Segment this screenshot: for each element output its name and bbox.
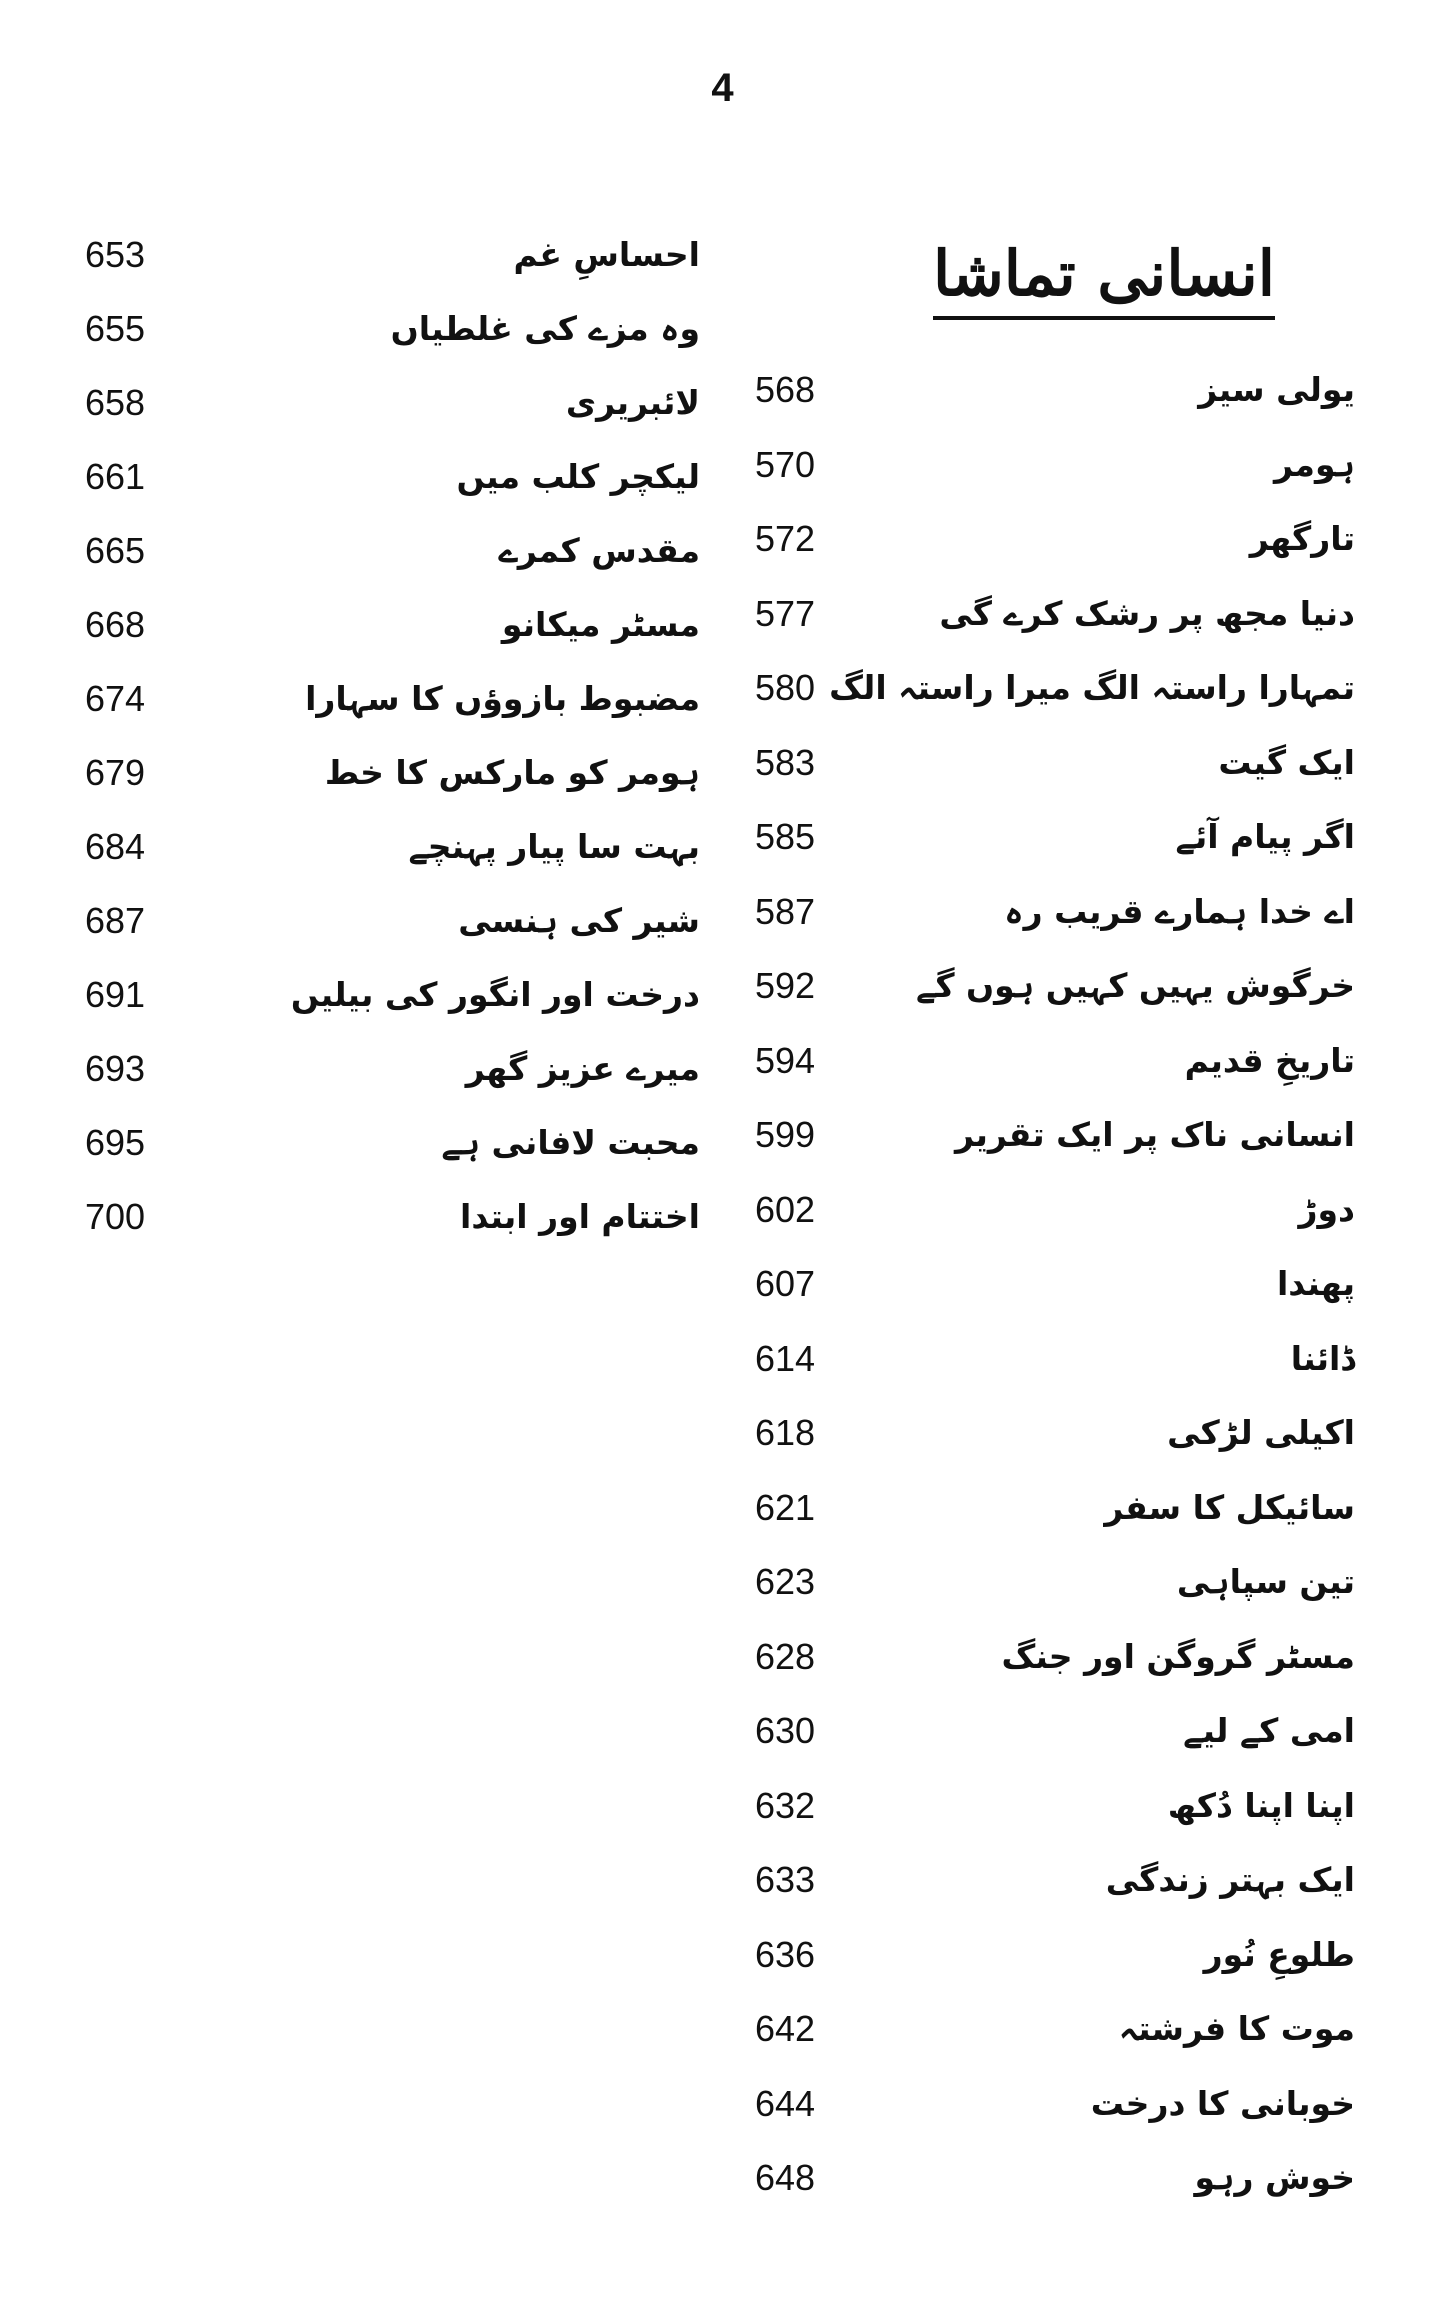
toc-entry-page-number: 655 <box>85 308 146 349</box>
toc-entry-page-number: 642 <box>755 2008 816 2049</box>
toc-entry-page-number: 693 <box>85 1048 146 1089</box>
toc-entry-page-number: 568 <box>755 369 816 410</box>
toc-entry <box>85 595 700 655</box>
toc-entry <box>755 1329 1355 1389</box>
toc-entry-page-number: 684 <box>85 826 146 867</box>
toc-entry <box>755 956 1355 1016</box>
toc-entry <box>755 1478 1355 1538</box>
section-title: انسانی تماشا <box>933 240 1275 320</box>
toc-entry-title: اگر پیام آئے <box>1175 817 1355 856</box>
toc-entry-page-number: 587 <box>755 890 816 932</box>
toc-entry-title: مسٹر میکانو <box>501 605 700 644</box>
toc-entry-page-number: 592 <box>755 965 816 1006</box>
toc-entry-page-number: 577 <box>755 592 816 634</box>
toc-entry-title: سائیکل کا سفر <box>1104 1487 1355 1527</box>
toc-entry <box>85 447 700 507</box>
toc-entry-title: خرگوش یہیں کہیں ہوں گے <box>916 966 1355 1005</box>
toc-entry-page-number: 572 <box>755 518 816 559</box>
toc-entry-title: مضبوط بازوؤں کا سہارا <box>305 679 700 718</box>
toc-entry <box>755 1180 1355 1240</box>
toc-entry-page-number: 679 <box>85 752 146 793</box>
toc-entry <box>755 584 1355 644</box>
toc-entry-page-number: 668 <box>85 604 146 645</box>
page-number: 4 <box>711 66 734 110</box>
toc-entry-page-number: 630 <box>755 1710 816 1751</box>
toc-entry-title: محبت لافانی ہے <box>441 1123 700 1162</box>
toc-entry-page-number: 700 <box>85 1196 146 1237</box>
toc-entry-title: ایک بہتر زندگی <box>1105 1860 1355 1899</box>
toc-entry-title: امی کے لیے <box>1183 1711 1355 1750</box>
toc-entry <box>755 882 1355 942</box>
toc-entry <box>755 807 1355 867</box>
toc-entry-title: شیر کی ہنسی <box>458 901 700 940</box>
toc-entry <box>85 373 700 433</box>
toc-entry-page-number: 583 <box>755 741 816 783</box>
toc-entry-page-number: 602 <box>755 1188 816 1230</box>
toc-entry-page-number: 653 <box>85 234 146 275</box>
toc-entry <box>755 360 1355 420</box>
toc-entry-title: لیکچر کلب میں <box>456 457 700 496</box>
toc-entry-page-number: 614 <box>755 1337 816 1379</box>
toc-entry-page-number: 661 <box>85 456 146 497</box>
toc-entry-page-number: 570 <box>755 443 816 485</box>
toc-entry-page-number: 607 <box>755 1263 816 1304</box>
toc-entry-title: دوڑ <box>1298 1189 1355 1229</box>
toc-entry-title: ہومر <box>1274 444 1355 484</box>
toc-entry <box>755 1105 1355 1165</box>
toc-entry-title: مقدس کمرے <box>498 531 700 570</box>
toc-entry-page-number: 687 <box>85 900 146 941</box>
toc-entry <box>755 1403 1355 1463</box>
toc-entry-page-number: 665 <box>85 530 146 571</box>
toc-entry-title: پھندا <box>1276 1264 1355 1303</box>
toc-entry-page-number: 585 <box>755 816 816 857</box>
toc-entry-title: تاریخِ قدیم <box>1184 1040 1355 1080</box>
toc-entry-title: مسٹر گروگن اور جنگ <box>1001 1636 1355 1676</box>
toc-entry-page-number: 632 <box>755 1784 816 1826</box>
toc-entry <box>755 1627 1355 1687</box>
toc-entry <box>85 965 700 1025</box>
toc-entry <box>755 658 1355 718</box>
toc-entry <box>755 1999 1355 2059</box>
toc-entry-title: اختتام اور ابتدا <box>460 1197 700 1236</box>
toc-entry <box>85 1039 700 1099</box>
toc-entry-title: انسانی ناک پر ایک تقریر <box>955 1115 1355 1154</box>
toc-entry-title: اکیلی لڑکی <box>1167 1413 1355 1452</box>
toc-entry-title: وہ مزے کی غلطیاں <box>390 309 700 348</box>
toc-entry-page-number: 658 <box>85 382 146 423</box>
toc-entry-page-number: 695 <box>85 1122 146 1163</box>
toc-entry-title: یولی سیز <box>1198 370 1355 409</box>
toc-entry <box>85 299 700 359</box>
toc-entry <box>755 1776 1355 1836</box>
toc-entry <box>755 2074 1355 2134</box>
toc-entry <box>85 521 700 581</box>
toc-entry-title: احساسِ غم <box>513 235 700 274</box>
toc-entry-page-number: 599 <box>755 1114 816 1155</box>
toc-left-column <box>85 225 700 1255</box>
toc-entry-title: اپنا اپنا دُکھ <box>1167 1785 1355 1825</box>
toc-entry <box>85 225 700 285</box>
toc-entry-title: خوبانی کا درخت <box>1090 2083 1355 2123</box>
toc-entry-title: اے خدا ہمارے قریب رہ <box>1004 891 1355 931</box>
toc-entry-title: تارگھر <box>1249 519 1355 558</box>
toc-entry-title: طلوعِ نُور <box>1203 1934 1355 1974</box>
toc-entry <box>85 743 700 803</box>
toc-entry-page-number: 648 <box>755 2157 816 2198</box>
toc-entry-page-number: 618 <box>755 1412 816 1453</box>
toc-entry <box>755 733 1355 793</box>
toc-entry <box>755 1552 1355 1612</box>
toc-entry <box>85 1113 700 1173</box>
toc-entry-title: لائبریری <box>565 383 700 422</box>
toc-entry-title: درخت اور انگور کی بیلیں <box>290 975 700 1014</box>
toc-entry-page-number: 621 <box>755 1486 816 1528</box>
toc-entry-title: موت کا فرشتہ <box>1118 2009 1355 2048</box>
toc-entry <box>755 435 1355 495</box>
toc-entry-title: ہومر کو مارکس کا خط <box>324 753 700 792</box>
toc-entry <box>755 1925 1355 1985</box>
toc-entry <box>755 1701 1355 1761</box>
toc-entry-page-number: 633 <box>755 1859 816 1900</box>
toc-entry <box>755 1031 1355 1091</box>
toc-entry-page-number: 674 <box>85 678 146 719</box>
toc-entry <box>755 509 1355 569</box>
toc-entry <box>85 891 700 951</box>
toc-entry-title: میرے عزیز گھر <box>465 1049 700 1088</box>
toc-entry <box>755 2148 1355 2208</box>
toc-entry-page-number: 594 <box>755 1039 816 1081</box>
toc-entry-title: دنیا مجھ پر رشک کرے گی <box>939 593 1355 633</box>
toc-entry-title: خوش رہو <box>1194 2158 1355 2197</box>
toc-entry-title: بہت سا پیار پہنچے <box>408 827 700 866</box>
toc-entry-title: تین سپاہی <box>1176 1562 1355 1601</box>
toc-entry-page-number: 628 <box>755 1635 816 1677</box>
toc-entry <box>85 817 700 877</box>
toc-entry-page-number: 623 <box>755 1561 816 1602</box>
toc-entry-page-number: 644 <box>755 2082 816 2124</box>
toc-entry <box>85 1187 700 1247</box>
toc-right-column <box>755 360 1355 2220</box>
toc-entry-title: ڈائنا <box>1290 1338 1355 1378</box>
toc-entry-page-number: 636 <box>755 1933 816 1975</box>
toc-entry-title: تمہارا راستہ الگ میرا راستہ الگ <box>829 668 1355 707</box>
toc-entry-title: ایک گیت <box>1218 742 1355 782</box>
toc-entry-page-number: 691 <box>85 974 146 1015</box>
toc-entry <box>85 669 700 729</box>
toc-entry-page-number: 580 <box>755 667 816 708</box>
toc-entry <box>755 1254 1355 1314</box>
toc-entry <box>755 1850 1355 1910</box>
